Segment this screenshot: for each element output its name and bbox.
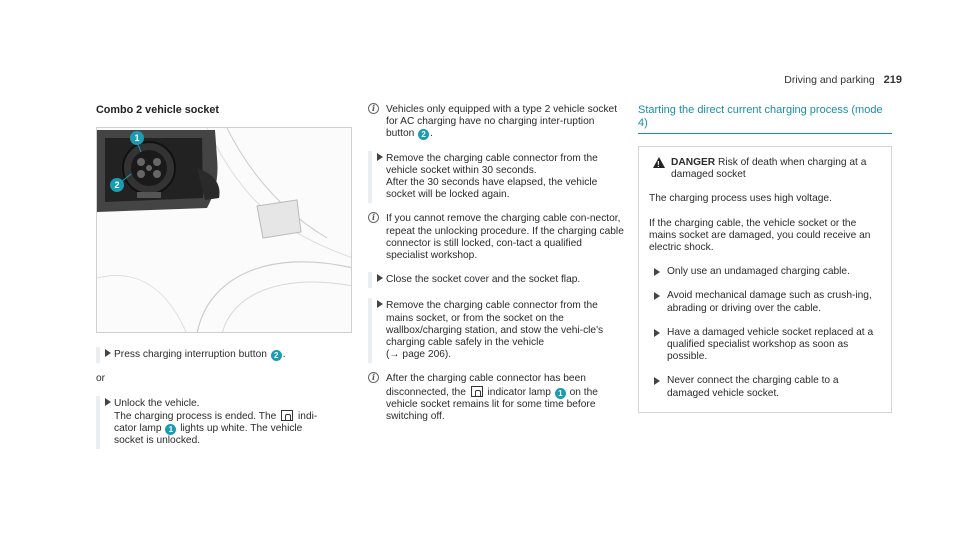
- lock-indicator-icon: [471, 386, 483, 397]
- danger-step: Only use an undamaged charging cable.: [649, 266, 881, 278]
- step-arrow-icon: [654, 377, 660, 385]
- section-name: Driving and parking: [784, 74, 875, 86]
- step-arrow-icon: [654, 268, 660, 276]
- step-remove-connector: Remove the charging cable connector from the vehicle socket within 30 seconds. After the 30 seconds have elapsed, the vehicle socket will be locked again.: [368, 151, 624, 204]
- vehicle-socket-figure: [96, 127, 352, 333]
- step-arrow-icon: [377, 300, 383, 308]
- warning-triangle-icon: [653, 157, 665, 168]
- step-close-cover: Close the socket cover and the socket flap.: [368, 272, 624, 288]
- vehicle-socket-illustration: [97, 128, 352, 333]
- badge-2: 2: [271, 350, 282, 361]
- lock-indicator-icon: [281, 410, 293, 421]
- badge-1: 1: [555, 388, 566, 399]
- step-arrow-icon: [377, 153, 383, 161]
- step-unlock: Unlock the vehicle. The charging process is ended. The indi- cator lamp 1 lights up white. The vehicle socket is unlocked.: [96, 396, 352, 450]
- callout-1: 1: [134, 133, 140, 144]
- danger-step: Avoid mechanical damage such as crush-ing, abrading or driving over the cable.: [649, 290, 881, 314]
- step-arrow-icon: [377, 274, 383, 282]
- danger-header: ! DANGER Risk of death when charging at a damaged socket: [649, 157, 881, 181]
- danger-text-1: The charging process uses high voltage.: [649, 193, 832, 205]
- callout-2: 2: [114, 180, 120, 191]
- info-icon: i: [368, 212, 379, 223]
- badge-1: 1: [165, 424, 176, 435]
- info-icon: i: [368, 103, 379, 114]
- column-left: [96, 104, 352, 459]
- step-arrow-icon: [654, 329, 660, 337]
- step-press-button: Press charging interruption button 2 .: [96, 347, 352, 363]
- danger-text-2: If the charging cable, the vehicle socket or the mains socket are damaged, you could receive an electric shock.: [649, 217, 871, 254]
- step-arrow-icon: [654, 292, 660, 300]
- step-remove-mains: Remove the charging cable connector from the mains socket, or from the socket on the wallbox/charging station, and stow the vehi-cle's charging cable safely in the vehicle (→ page 206).: [368, 298, 624, 363]
- column-middle: [368, 104, 624, 433]
- or-label: or: [96, 373, 106, 385]
- step-arrow-icon: [105, 398, 111, 406]
- section-heading: Combo 2 vehicle socket: [96, 104, 220, 116]
- note-cannot-remove: i If you cannot remove the charging cable con-nector, repeat the unlocking procedure. If the charging cable connector is still locked, con-tact a qualified specialist workshop.: [368, 213, 624, 262]
- page-number: 219: [883, 74, 902, 86]
- page-header: [784, 74, 902, 86]
- column-right: [638, 104, 892, 413]
- info-icon: i: [368, 372, 379, 383]
- page-reference[interactable]: (→ page 206).: [386, 349, 452, 361]
- danger-step: Have a damaged vehicle socket replaced at a qualified specialist workshop as soon as possible.: [649, 327, 881, 364]
- danger-box: [638, 146, 892, 413]
- note-type2: i Vehicles only equipped with a type 2 vehicle socket for AC charging have no charging inter-ruption button 2 .: [368, 104, 624, 141]
- note-indicator-lamp: i After the charging cable connector has been disconnected, the indicator lamp 1 on the vehicle socket remains lit for some time before switching off.: [368, 373, 624, 423]
- badge-2: 2: [418, 129, 429, 140]
- section-title: Starting the direct current charging process (mode 4): [638, 104, 892, 134]
- danger-label: DANGER: [671, 157, 716, 168]
- step-arrow-icon: [105, 349, 111, 357]
- danger-step: Never connect the charging cable to a damaged vehicle socket.: [649, 375, 881, 399]
